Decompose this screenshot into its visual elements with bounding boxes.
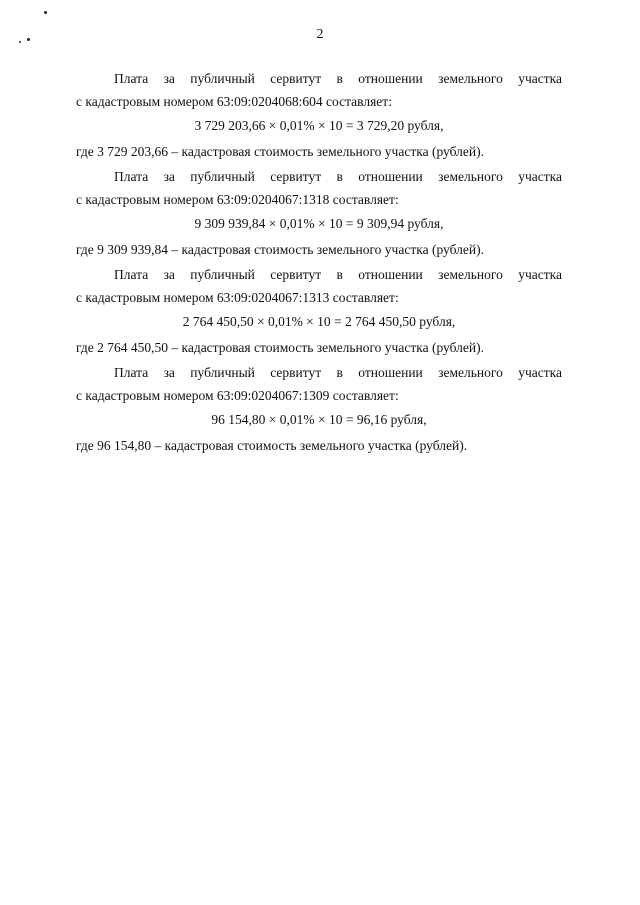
intro-line: Плата за публичный сервитут в отношении земельного участка xyxy=(114,71,562,86)
paragraph-intro xyxy=(76,361,562,407)
easement-fee-paragraph xyxy=(76,361,562,459)
cadastral-number-line: с кадастровым номером 63:09:0204067:1313 составляет: xyxy=(76,290,399,305)
scan-speck xyxy=(44,11,47,14)
cadastral-value-explanation: где 2 764 450,50 – кадастровая стоимость земельного участка (рублей). xyxy=(76,340,484,355)
fee-formula: 3 729 203,66 × 0,01% × 10 = 3 729,20 рубля, xyxy=(194,118,444,133)
intro-line: Плата за публичный сервитут в отношении земельного участка xyxy=(114,365,562,380)
paragraph-intro xyxy=(76,67,562,113)
easement-fee-paragraph xyxy=(76,263,562,361)
paragraph-intro xyxy=(76,165,562,211)
easement-fee-paragraph xyxy=(76,67,562,165)
intro-line: Плата за публичный сервитут в отношении земельного участка xyxy=(114,169,562,184)
cadastral-value-explanation: где 96 154,80 – кадастровая стоимость земельного участка (рублей). xyxy=(76,438,468,453)
cadastral-number-line: с кадастровым номером 63:09:0204067:1309 составляет: xyxy=(76,388,399,403)
page-number: 2 xyxy=(316,27,324,42)
cadastral-value-explanation: где 3 729 203,66 – кадастровая стоимость земельного участка (рублей). xyxy=(76,144,484,159)
fee-formula: 2 764 450,50 × 0,01% × 10 = 2 764 450,50 рубля, xyxy=(182,314,456,329)
document-body xyxy=(76,67,562,459)
cadastral-number-line: с кадастровым номером 63:09:0204067:1318 составляет: xyxy=(76,192,399,207)
cadastral-number-line: с кадастровым номером 63:09:0204068:604 составляет: xyxy=(76,94,392,109)
easement-fee-paragraph xyxy=(76,165,562,263)
fee-formula: 96 154,80 × 0,01% × 10 = 96,16 рубля, xyxy=(211,412,427,427)
intro-line: Плата за публичный сервитут в отношении земельного участка xyxy=(114,267,562,282)
cadastral-value-explanation: где 9 309 939,84 – кадастровая стоимость земельного участка (рублей). xyxy=(76,242,484,257)
fee-formula: 9 309 939,84 × 0,01% × 10 = 9 309,94 рубля, xyxy=(194,216,444,231)
paragraph-intro xyxy=(76,263,562,309)
